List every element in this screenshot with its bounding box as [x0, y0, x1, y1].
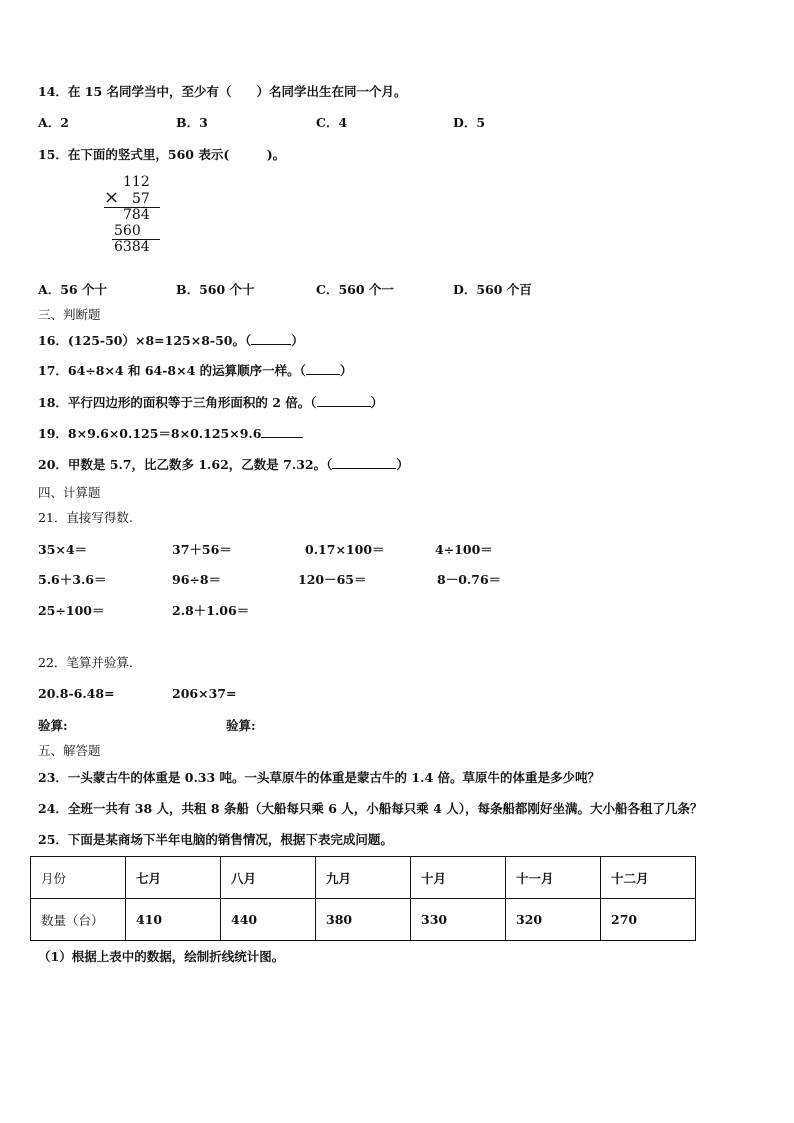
judge-17-tail: ） [339, 363, 353, 378]
written-calc-problem: 20.8-6.48= [38, 686, 115, 701]
table-cell-value: 270 [601, 899, 696, 941]
judge-16-tail: ） [291, 333, 304, 348]
oral-calc-item: 4÷100＝ [435, 542, 493, 557]
oral-calc-item: 37＋56＝ [172, 542, 232, 557]
q14-option-d: D．5 [453, 115, 486, 130]
judge-item-20 [38, 457, 409, 473]
table-cell-month: 九月 [316, 857, 411, 899]
oral-calc-item: 35×4＝ [38, 542, 88, 557]
oral-calc-item: 25÷100＝ [38, 603, 105, 618]
q15-option-a: A．56 个十 [38, 282, 107, 297]
q22-stem: 22．笔算并验算. [38, 655, 133, 670]
table-cell-month: 七月 [126, 857, 221, 899]
written-calc-problem: 206×37= [172, 686, 237, 701]
oral-calc-item: 5.6＋3.6＝ [38, 572, 107, 587]
q21-stem: 21．直接写得数. [38, 510, 133, 525]
oral-calc-item: 2.8＋1.06＝ [172, 603, 250, 618]
table-cell-value: 330 [411, 899, 506, 941]
judge-20-text: 20．甲数是 5.7，比乙数多 1.62，乙数是 7.32。（ [38, 457, 333, 472]
judge-20-tail: ） [396, 457, 409, 472]
q24-text: 24．全班一共有 38 人，共租 8 条船（大船每只乘 6 人，小船每只乘 4 人），每条船都刚好坐满。大小船各租了几条？ [38, 801, 703, 816]
table-cell-month: 十月 [411, 857, 506, 899]
check-label: 验算: [38, 718, 68, 733]
multiplicand: 112 [123, 174, 150, 190]
section5-title: 五、解答题 [38, 743, 101, 758]
table-cell-month: 八月 [221, 857, 316, 899]
sales-table [30, 856, 696, 941]
table-cell-value: 440 [221, 899, 316, 941]
judge-item-16 [38, 333, 304, 349]
judge-item-18 [38, 395, 383, 411]
judge-16-text: 16．(125-50）×8=125×8-50。（ [38, 333, 252, 348]
q25-stem: 25．下面是某商场下半年电脑的销售情况，根据下表完成问题。 [38, 832, 393, 847]
oral-calc-item: 96÷8＝ [172, 572, 222, 587]
answer-blank [317, 395, 371, 407]
q14-option-c: C．4 [316, 115, 348, 130]
table-cell-month: 十二月 [601, 857, 696, 899]
answer-blank [251, 333, 291, 345]
q15-option-c: C．560 个一 [316, 282, 394, 297]
q15-stem: 15．在下面的竖式里，560 表示( )。 [38, 147, 286, 162]
judge-18-text: 18．平行四边形的面积等于三角形面积的 2 倍。（ [38, 395, 317, 410]
table-cell-month: 十一月 [506, 857, 601, 899]
q14-option-a: A．2 [38, 115, 69, 130]
judge-17-text: 17．64÷8×4 和 64-8×4 的运算顺序一样。（ [38, 363, 306, 378]
table-cell-value: 320 [506, 899, 601, 941]
q15-option-b: B．560 个十 [176, 282, 255, 297]
answer-blank [332, 457, 396, 469]
answer-blank [306, 363, 340, 375]
q14-stem: 14．在 15 名同学当中，至少有（ ）名同学出生在同一个月。 [38, 84, 407, 99]
product-result: 6384 [114, 239, 150, 255]
judge-item-17 [38, 363, 352, 379]
oral-calc-item: 0.17×100＝ [305, 542, 385, 557]
multiplier: 57 [132, 191, 150, 207]
section3-title: 三、判断题 [38, 307, 101, 322]
q23-text: 23．一头蒙古牛的体重是 0.33 吨。一头草原牛的体重是蒙古牛的 1.4 倍。草原牛的体重是多少吨？ [38, 770, 600, 785]
table-row [31, 857, 696, 899]
table-cell-value: 410 [126, 899, 221, 941]
q14-option-b: B．3 [176, 115, 208, 130]
q15-option-d: D．560 个百 [453, 282, 532, 297]
table-header-label: 月份 [31, 857, 126, 899]
oral-calc-item: 8－0.76＝ [437, 572, 502, 587]
oral-calc-item: 120－65＝ [298, 572, 367, 587]
q25-sub1: （1）根据上表中的数据，绘制折线统计图。 [38, 949, 285, 964]
section4-title: 四、计算题 [38, 485, 101, 500]
table-row [31, 899, 696, 941]
check-label: 验算: [226, 718, 256, 733]
times-sign: × [104, 187, 120, 208]
judge-18-tail: ） [370, 395, 384, 410]
partial-product-1: 784 [123, 207, 150, 223]
table-row-label: 数量（台） [31, 899, 126, 941]
partial-product-2: 560 [114, 223, 141, 239]
answer-blank [261, 426, 303, 438]
table-cell-value: 380 [316, 899, 411, 941]
judge-19-text: 19．8×9.6×0.125＝8×0.125×9.6 [38, 426, 262, 441]
judge-item-19 [38, 426, 303, 442]
